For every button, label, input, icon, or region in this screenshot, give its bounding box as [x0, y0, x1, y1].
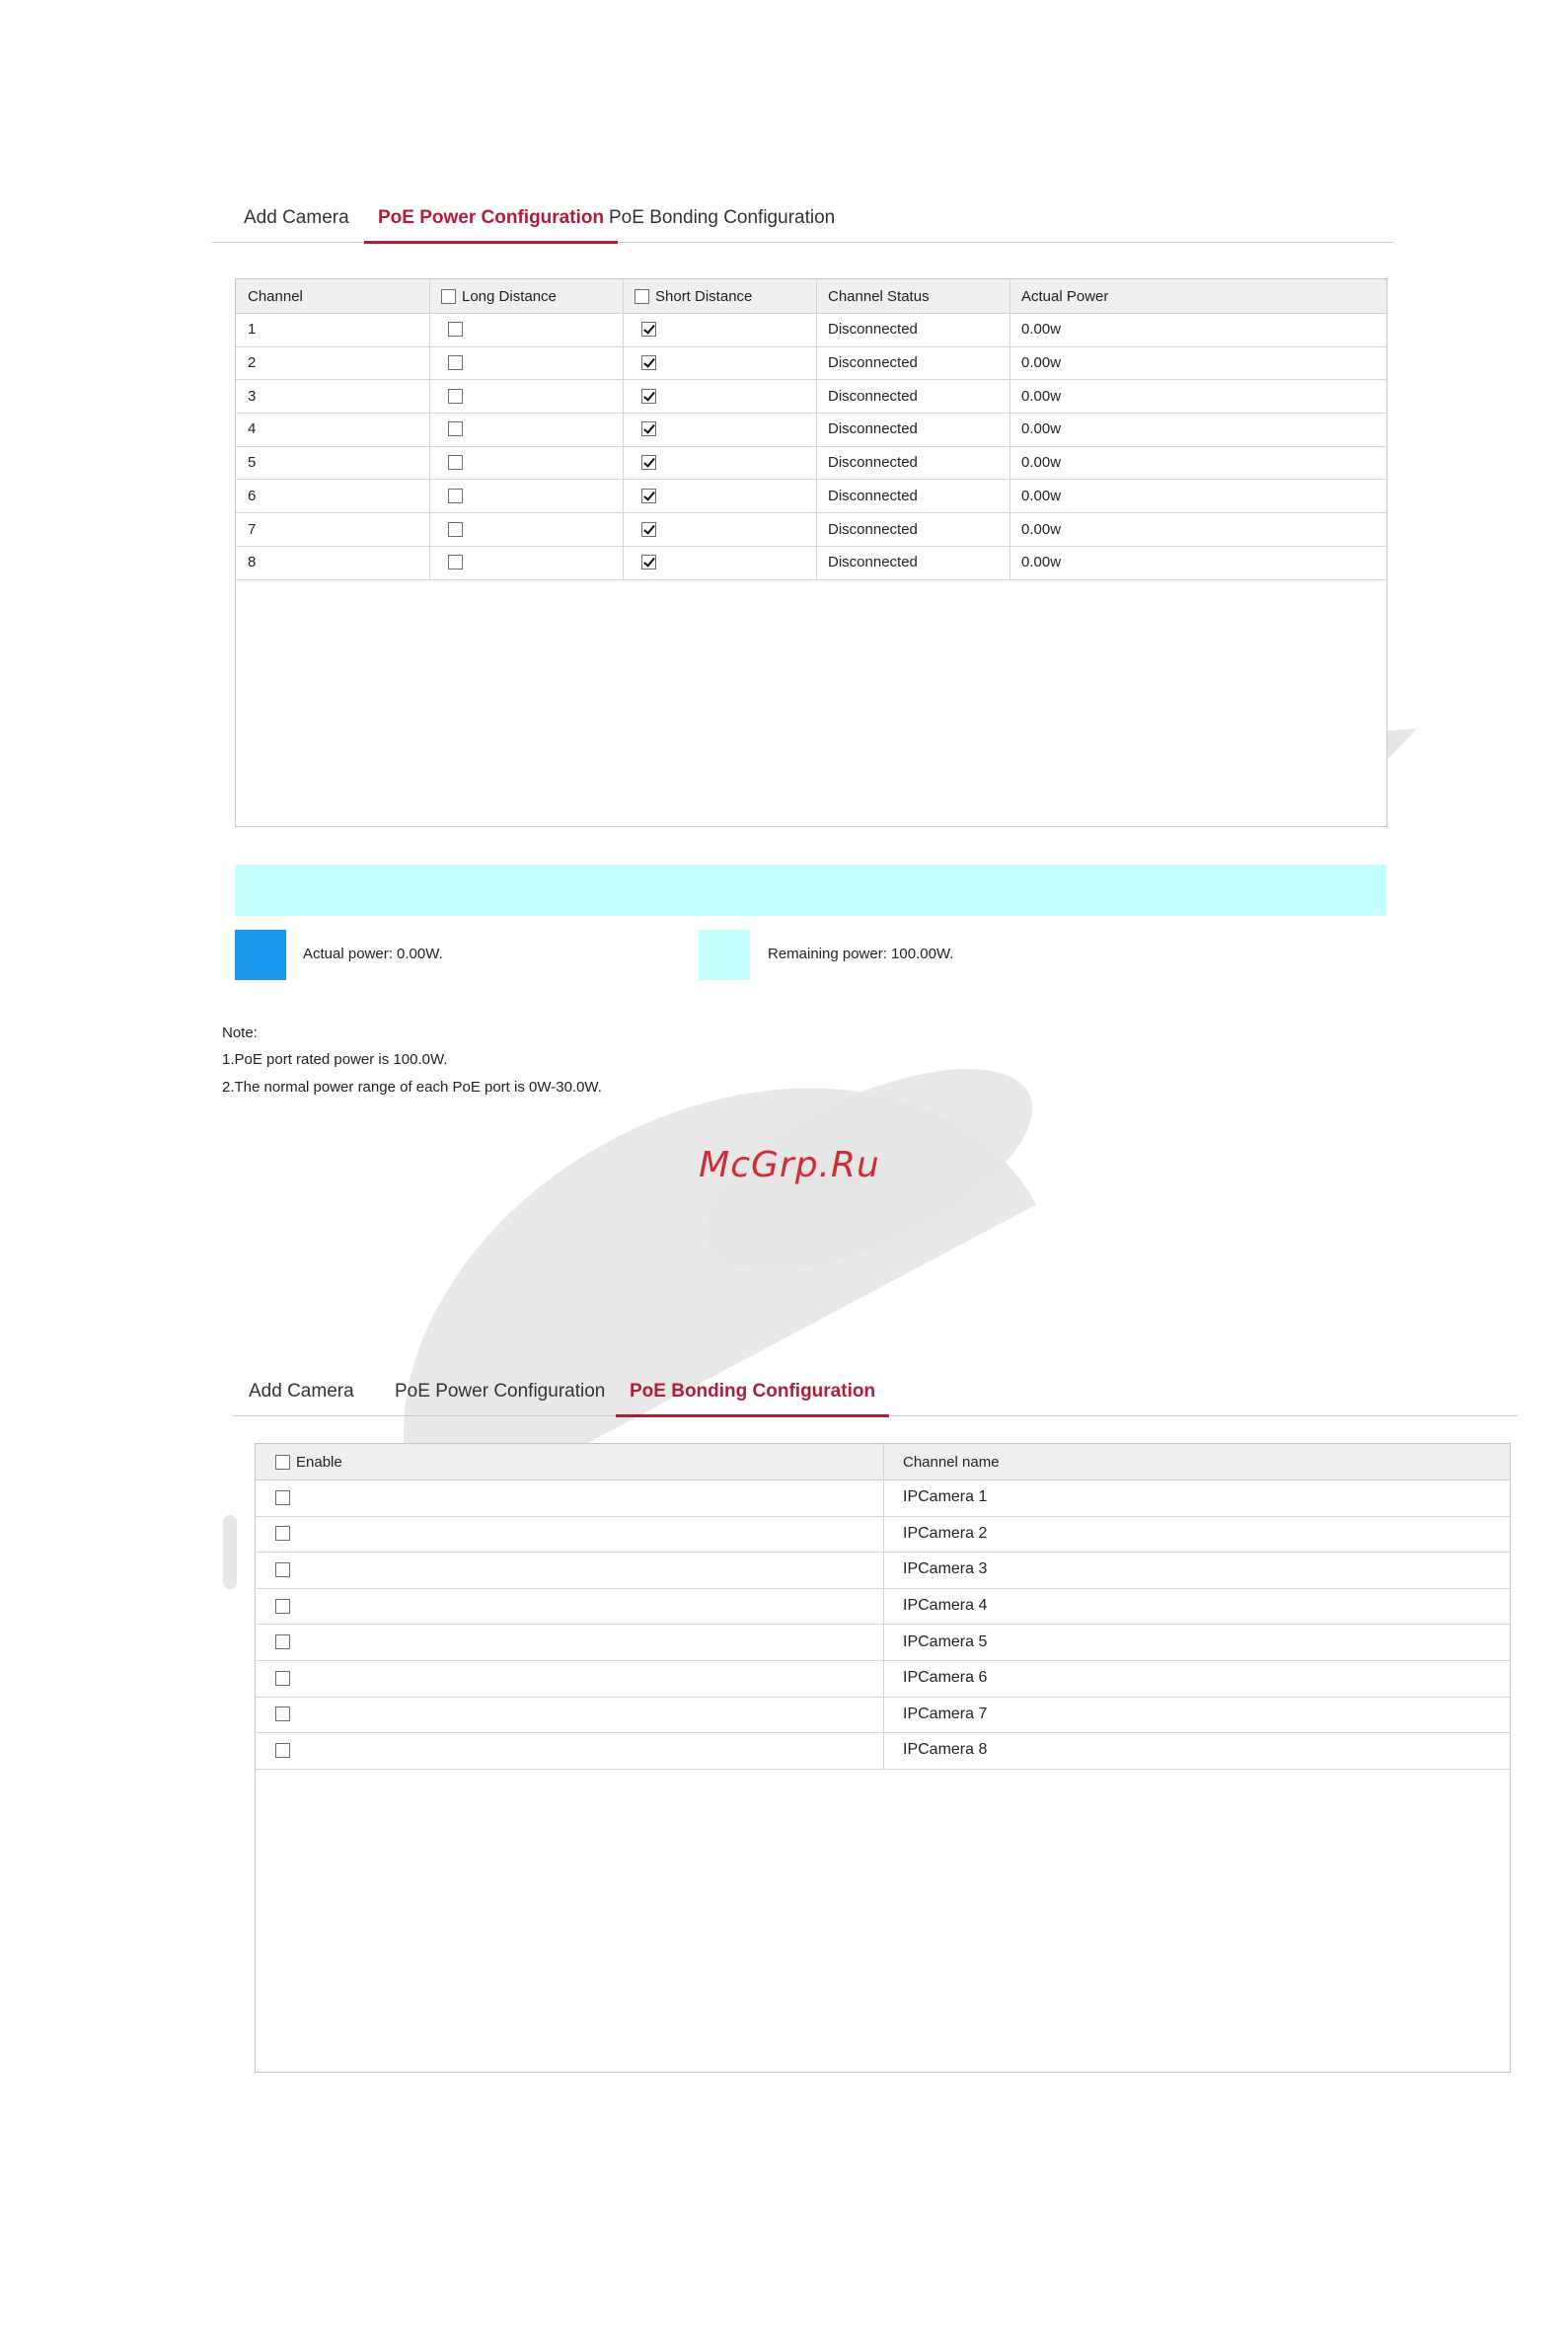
channel-cell: [236, 413, 429, 446]
long-distance-cell: [429, 346, 623, 380]
enable-checkbox[interactable]: [275, 1671, 290, 1686]
power-usage-bar: [235, 865, 1386, 916]
channel-status-value: Disconnected: [828, 454, 918, 472]
short-distance-cell: [623, 413, 816, 446]
header-channel-name-label: Channel name: [903, 1453, 1000, 1471]
remaining-power-legend-swatch: [699, 930, 750, 980]
table-row: [256, 1697, 1510, 1734]
enable-cell: [256, 1552, 883, 1588]
tab-poe-bonding-configuration[interactable]: PoE Bonding Configuration: [609, 207, 836, 228]
short-distance-checkbox[interactable]: [641, 489, 656, 503]
short-distance-cell: [623, 546, 816, 579]
short-distance-cell: [623, 379, 816, 413]
channel-cell: [236, 480, 429, 513]
enable-cell: [256, 1697, 883, 1733]
channel-status-cell: [816, 546, 1009, 579]
channel-name-value: IPCamera 2: [903, 1524, 988, 1542]
table-row: [256, 1516, 1510, 1554]
long-distance-select-all-checkbox[interactable]: [441, 289, 456, 304]
note-title: Note:: [222, 1024, 258, 1041]
channel-status-value: Disconnected: [828, 520, 918, 538]
long-distance-cell: [429, 379, 623, 413]
actual-power-cell: [1009, 480, 1386, 513]
channel-status-cell: [816, 346, 1009, 380]
table-row: [236, 546, 1386, 580]
short-distance-cell: [623, 346, 816, 380]
channel-name-value: IPCamera 4: [903, 1597, 988, 1615]
actual-power-value: 0.00w: [1021, 321, 1062, 339]
actual-power-cell: [1009, 346, 1386, 380]
channel-number: 8: [248, 554, 257, 571]
channel-cell: [236, 546, 429, 579]
long-distance-cell: [429, 313, 623, 346]
enable-cell: [256, 1516, 883, 1553]
table-row: [236, 413, 1386, 447]
channel-number: 2: [248, 354, 257, 372]
actual-power-value: 0.00w: [1021, 420, 1062, 438]
channel-name-cell: [883, 1479, 1510, 1516]
table-row: [256, 1479, 1510, 1517]
enable-cell: [256, 1588, 883, 1625]
table-row: [236, 480, 1386, 514]
long-distance-checkbox[interactable]: [448, 489, 463, 503]
table-row: [256, 1588, 1510, 1626]
actual-power-cell: [1009, 413, 1386, 446]
channel-cell: [236, 379, 429, 413]
actual-power-value: 0.00w: [1021, 554, 1062, 571]
tab-bar-bottom: [233, 1377, 1518, 1416]
channel-cell: [236, 446, 429, 480]
channel-status-cell: [816, 512, 1009, 546]
channel-cell: [236, 512, 429, 546]
channel-status-cell: [816, 379, 1009, 413]
table-row: [256, 1660, 1510, 1698]
channel-name-cell: [883, 1552, 1510, 1588]
enable-checkbox[interactable]: [275, 1707, 290, 1721]
channel-name-value: IPCamera 1: [903, 1488, 988, 1506]
tab-poe-bonding-configuration[interactable]: PoE Bonding Configuration: [630, 1377, 875, 1416]
tab-add-camera[interactable]: Add Camera: [244, 207, 349, 228]
channel-name-value: IPCamera 6: [903, 1669, 988, 1687]
watermark-text: McGrp.Ru: [699, 1145, 880, 1185]
long-distance-checkbox[interactable]: [448, 389, 463, 404]
short-distance-checkbox[interactable]: [641, 322, 656, 337]
actual-power-cell: [1009, 379, 1386, 413]
channel-name-cell: [883, 1697, 1510, 1733]
enable-checkbox[interactable]: [275, 1490, 290, 1505]
actual-power-legend-label: Actual power: 0.00W.: [303, 946, 443, 962]
tab-poe-power-configuration[interactable]: PoE Power Configuration: [378, 203, 604, 243]
long-distance-checkbox[interactable]: [448, 421, 463, 436]
short-distance-checkbox[interactable]: [641, 522, 656, 537]
channel-number: 1: [248, 321, 257, 339]
tab-add-camera[interactable]: Add Camera: [249, 1381, 354, 1402]
short-distance-checkbox[interactable]: [641, 421, 656, 436]
channel-name-cell: [883, 1624, 1510, 1660]
long-distance-checkbox[interactable]: [448, 355, 463, 370]
channel-cell: [236, 313, 429, 346]
actual-power-cell: [1009, 313, 1386, 346]
channel-number: 5: [248, 454, 257, 472]
channel-name-cell: [883, 1516, 1510, 1553]
enable-cell: [256, 1479, 883, 1516]
channel-status-value: Disconnected: [828, 321, 918, 339]
header-short-distance: [623, 279, 816, 313]
actual-power-cell: [1009, 446, 1386, 480]
channel-number: 6: [248, 487, 257, 504]
header-channel-name: [883, 1444, 1510, 1479]
header-channel: [236, 279, 429, 313]
tab-bar-top: [212, 203, 1393, 243]
enable-checkbox[interactable]: [275, 1526, 290, 1541]
actual-power-value: 0.00w: [1021, 354, 1062, 372]
poe-power-table: [235, 278, 1387, 827]
channel-number: 7: [248, 520, 257, 538]
channel-status-value: Disconnected: [828, 487, 918, 504]
enable-cell: [256, 1732, 883, 1769]
short-distance-cell: [623, 446, 816, 480]
channel-status-value: Disconnected: [828, 554, 918, 571]
channel-number: 4: [248, 420, 257, 438]
enable-checkbox[interactable]: [275, 1743, 290, 1758]
table-row: [256, 1732, 1510, 1770]
table-row: [236, 346, 1386, 381]
long-distance-cell: [429, 480, 623, 513]
enable-checkbox[interactable]: [275, 1562, 290, 1577]
long-distance-checkbox[interactable]: [448, 322, 463, 337]
short-distance-checkbox[interactable]: [641, 355, 656, 370]
enable-cell: [256, 1624, 883, 1660]
channel-status-value: Disconnected: [828, 354, 918, 372]
long-distance-checkbox[interactable]: [448, 455, 463, 470]
actual-power-value: 0.00w: [1021, 387, 1062, 405]
channel-status-cell: [816, 313, 1009, 346]
enable-select-all-checkbox[interactable]: [275, 1455, 290, 1470]
header-enable: [256, 1444, 883, 1479]
channel-name-value: IPCamera 8: [903, 1741, 988, 1759]
table-row: [236, 313, 1386, 347]
table-row: [256, 1552, 1510, 1589]
table-row: [236, 446, 1386, 481]
header-channel-status: [816, 279, 1009, 313]
table-row: [236, 379, 1386, 414]
short-distance-cell: [623, 480, 816, 513]
short-distance-select-all-checkbox[interactable]: [635, 289, 649, 304]
actual-power-value: 0.00w: [1021, 520, 1062, 538]
enable-checkbox[interactable]: [275, 1599, 290, 1614]
remaining-power-legend-label: Remaining power: 100.00W.: [768, 946, 954, 962]
actual-power-cell: [1009, 512, 1386, 546]
table-row: [236, 512, 1386, 547]
long-distance-cell: [429, 546, 623, 579]
poe-bonding-table: [255, 1443, 1511, 2073]
header-enable-label: Enable: [296, 1453, 342, 1471]
channel-cell: [236, 346, 429, 380]
long-distance-cell: [429, 512, 623, 546]
header-short-distance-label: Short Distance: [655, 287, 753, 305]
short-distance-checkbox[interactable]: [641, 455, 656, 470]
short-distance-cell: [623, 512, 816, 546]
channel-name-value: IPCamera 7: [903, 1705, 988, 1722]
actual-power-legend-swatch: [235, 930, 286, 980]
channel-name-value: IPCamera 5: [903, 1632, 988, 1650]
header-long-distance-label: Long Distance: [462, 287, 557, 305]
long-distance-cell: [429, 413, 623, 446]
watermark-shape: [223, 1515, 237, 1589]
channel-name-cell: [883, 1588, 1510, 1625]
short-distance-cell: [623, 313, 816, 346]
long-distance-cell: [429, 446, 623, 480]
header-actual-power-label: Actual Power: [1021, 287, 1109, 305]
channel-number: 3: [248, 387, 257, 405]
header-long-distance: [429, 279, 623, 313]
table-header: [236, 279, 1386, 314]
channel-status-cell: [816, 446, 1009, 480]
actual-power-value: 0.00w: [1021, 487, 1062, 504]
channel-status-cell: [816, 413, 1009, 446]
short-distance-checkbox[interactable]: [641, 555, 656, 569]
note-line-2: 2.The normal power range of each PoE port is 0W-30.0W.: [222, 1079, 602, 1096]
enable-checkbox[interactable]: [275, 1634, 290, 1649]
header-actual-power: [1009, 279, 1386, 313]
channel-name-value: IPCamera 3: [903, 1560, 988, 1578]
channel-status-value: Disconnected: [828, 420, 918, 438]
actual-power-cell: [1009, 546, 1386, 579]
channel-status-cell: [816, 480, 1009, 513]
channel-status-value: Disconnected: [828, 387, 918, 405]
long-distance-checkbox[interactable]: [448, 522, 463, 537]
channel-name-cell: [883, 1660, 1510, 1697]
channel-name-cell: [883, 1732, 1510, 1769]
table-header: [256, 1444, 1510, 1480]
note-line-1: 1.PoE port rated power is 100.0W.: [222, 1051, 448, 1068]
actual-power-value: 0.00w: [1021, 454, 1062, 472]
tab-poe-power-configuration[interactable]: PoE Power Configuration: [395, 1381, 606, 1402]
short-distance-checkbox[interactable]: [641, 389, 656, 404]
header-channel-label: Channel: [248, 287, 303, 305]
header-channel-status-label: Channel Status: [828, 287, 930, 305]
long-distance-checkbox[interactable]: [448, 555, 463, 569]
enable-cell: [256, 1660, 883, 1697]
table-row: [256, 1624, 1510, 1661]
